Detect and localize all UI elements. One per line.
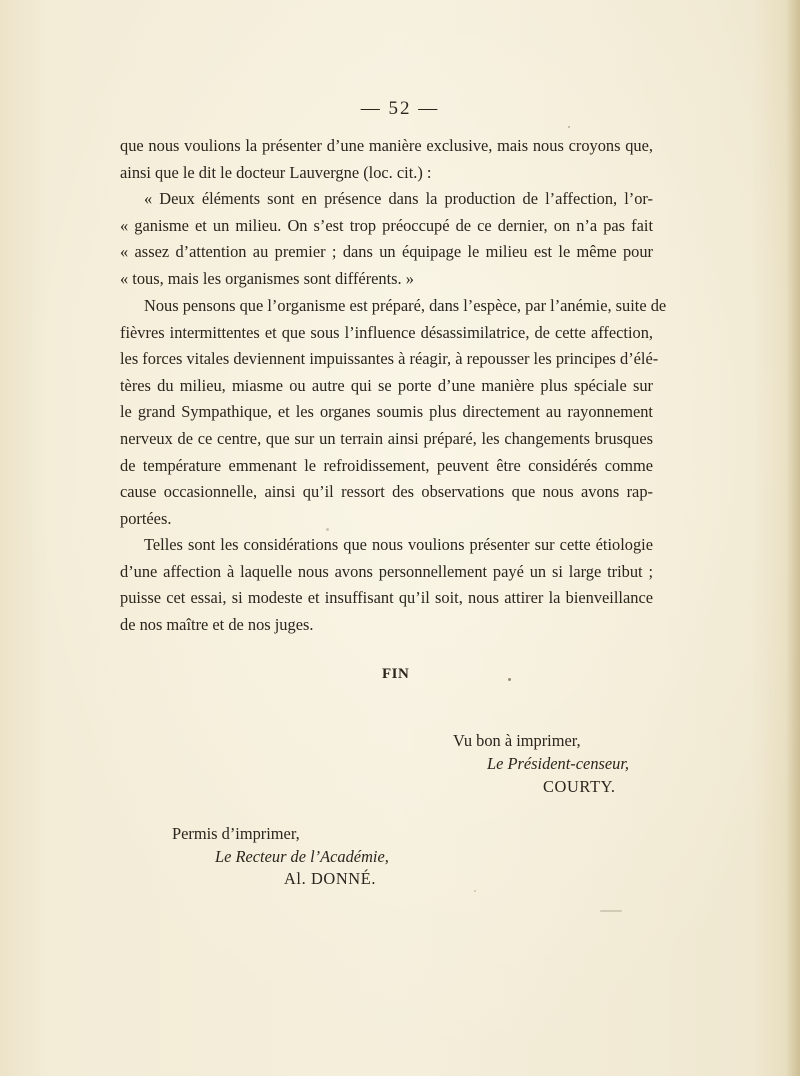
text-line: puisse cet essai, si modeste et insuffisant qu’il soit, nous attirer la bienveillance bbox=[120, 588, 653, 608]
fin-marker: FIN bbox=[382, 666, 410, 682]
paragraph-intro bbox=[120, 133, 653, 186]
paper-speck bbox=[326, 528, 329, 531]
text-line: le grand Sympathique, et les organes soumis plus directement au rayonnement bbox=[120, 402, 653, 422]
text-line: tères du milieu, miasme ou autre qui se porte d’une manière plus spéciale sur bbox=[120, 375, 653, 395]
permit-line: Permis d’imprimer, bbox=[172, 824, 300, 843]
text-line: de température emmenant le refroidissement, peuvent être considérés comme bbox=[120, 455, 653, 475]
paper-speck bbox=[600, 910, 622, 912]
quote-line: « Deux éléments sont en présence dans la production de l’affection, l’or- bbox=[144, 189, 653, 208]
text-line: d’une affection à laquelle nous avons personnellement payé un si large tribut ; bbox=[120, 561, 653, 581]
text-line: Telles sont les considérations que nous voulions présenter sur cette étiologie bbox=[144, 535, 653, 554]
paper-speck bbox=[568, 126, 570, 128]
page-edge-shadow bbox=[786, 0, 800, 1076]
quotation-lauvergne bbox=[120, 186, 653, 292]
page-number: — 52 — bbox=[360, 98, 440, 119]
approval-title: Le Président-censeur, bbox=[487, 754, 630, 773]
text-line: de nos maître et de nos juges. bbox=[120, 614, 314, 634]
text-line: les forces vitales deviennent impuissantes à réagir, à repousser les principes d’élé- bbox=[120, 349, 659, 369]
text-line: fièvres intermittentes et que sous l’influence désassimilatrice, de cette affection, bbox=[120, 322, 653, 342]
quote-line: « assez d’attention au premier ; dans un équipage le milieu est le même pour bbox=[120, 242, 653, 262]
text-line: nerveux de ce centre, que sur un terrain ainsi préparé, les changements brusques bbox=[120, 428, 653, 448]
paper-speck bbox=[508, 678, 511, 681]
approval-line: Vu bon à imprimer, bbox=[453, 731, 581, 750]
paragraph-etiology bbox=[120, 293, 667, 532]
text-line: portées. bbox=[120, 508, 172, 528]
approval-signatory: COURTY. bbox=[543, 777, 616, 796]
quote-line: « tous, mais les organismes sont différents. » bbox=[120, 268, 414, 288]
quote-line: « ganisme et un milieu. On s’est trop préoccupé de ce dernier, on n’a pas fait bbox=[120, 215, 653, 235]
text-line: que nous voulions la présenter d’une manière exclusive, mais nous croyons que, bbox=[120, 136, 653, 155]
permit-signatory: Al. DONNÉ. bbox=[284, 869, 377, 888]
permit-title: Le Recteur de l’Académie, bbox=[215, 847, 389, 866]
paragraph-conclusion bbox=[120, 532, 653, 638]
text-line: Nous pensons que l’organisme est préparé, dans l’espèce, par l’anémie, suite de bbox=[144, 296, 667, 315]
paper-speck bbox=[474, 890, 476, 892]
text-line: ainsi que le dit le docteur Lauvergne (loc. cit.) : bbox=[120, 162, 432, 182]
text-line: cause occasionnelle, ainsi qu’il ressort des observations que nous avons rap- bbox=[120, 482, 653, 502]
